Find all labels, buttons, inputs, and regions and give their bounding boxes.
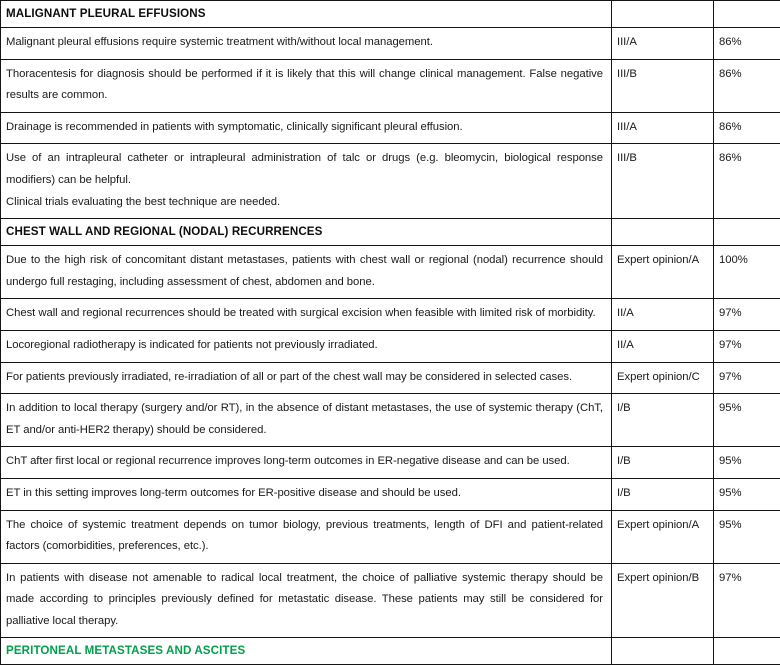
recommendation-statement: For patients previously irradiated, re-irradiation of all or part of the chest wall may be considered in selected cases. xyxy=(1,362,612,394)
section-header-loe-cell xyxy=(612,638,714,665)
recommendation-loe: III/A xyxy=(612,112,714,144)
section-header-consensus-cell xyxy=(714,219,780,246)
recommendation-loe: II/A xyxy=(612,330,714,362)
recommendation-consensus: 97% xyxy=(714,563,780,638)
table-row xyxy=(1,144,780,219)
recommendation-consensus: 86% xyxy=(714,144,780,219)
section-header-consensus-cell xyxy=(714,638,780,665)
table-row xyxy=(1,330,780,362)
table-row xyxy=(1,246,780,299)
recommendation-consensus: 97% xyxy=(714,299,780,331)
recommendation-statement: In addition to local therapy (surgery and/or RT), in the absence of distant metastases, the use of systemic therapy (ChT, ET and/or anti-HER2 therapy) should be considered. xyxy=(1,394,612,447)
table-row xyxy=(1,112,780,144)
section-heading-peritoneal-metastases-ascites: PERITONEAL METASTASES AND ASCITES xyxy=(1,638,612,665)
recommendation-statement: Thoracentesis for diagnosis should be performed if it is likely that this will change clinical management. False negative results are common. xyxy=(1,59,612,112)
recommendation-loe: Expert opinion/B xyxy=(612,563,714,638)
table-body xyxy=(1,1,780,665)
recommendation-statement: Malignant pleural effusions require systemic treatment with/without local management. xyxy=(1,28,612,60)
table-row xyxy=(1,394,780,447)
recommendation-loe: III/B xyxy=(612,144,714,219)
recommendation-loe: III/A xyxy=(612,28,714,60)
recommendation-statement: ET in this setting improves long-term outcomes for ER-positive disease and should be used. xyxy=(1,478,612,510)
recommendation-statement: Due to the high risk of concomitant distant metastases, patients with chest wall or regional (nodal) recurrence should undergo full restaging, including assessment of chest, abdomen and bone. xyxy=(1,246,612,299)
section-header-loe-cell xyxy=(612,1,714,28)
recommendation-statement xyxy=(1,144,612,219)
section-header-row xyxy=(1,1,780,28)
recommendation-consensus: 86% xyxy=(714,112,780,144)
table-row xyxy=(1,510,780,563)
recommendation-loe: III/B xyxy=(612,59,714,112)
recommendation-loe: I/B xyxy=(612,447,714,479)
recommendation-consensus: 95% xyxy=(714,478,780,510)
recommendation-loe: Expert opinion/A xyxy=(612,246,714,299)
table-row xyxy=(1,362,780,394)
recommendation-statement: Locoregional radiotherapy is indicated for patients not previously irradiated. xyxy=(1,330,612,362)
recommendation-consensus: 95% xyxy=(714,394,780,447)
section-header-row xyxy=(1,219,780,246)
table-row xyxy=(1,28,780,60)
recommendation-consensus: 95% xyxy=(714,447,780,479)
section-heading-chest-wall-regional-recurrences: CHEST WALL AND REGIONAL (NODAL) RECURRENCES xyxy=(1,219,612,246)
section-header-row xyxy=(1,638,780,665)
recommendation-statement: ChT after first local or regional recurrence improves long-term outcomes in ER-negative disease and can be used. xyxy=(1,447,612,479)
recommendation-consensus: 86% xyxy=(714,59,780,112)
table-row xyxy=(1,447,780,479)
recommendation-paragraph: Clinical trials evaluating the best technique are needed. xyxy=(6,192,603,214)
table-row xyxy=(1,299,780,331)
recommendation-consensus: 97% xyxy=(714,362,780,394)
recommendation-loe: I/B xyxy=(612,394,714,447)
recommendation-paragraph: Use of an intrapleural catheter or intrapleural administration of talc or drugs (e.g. bleomycin, biological response modifiers) can be helpful. xyxy=(6,148,603,191)
section-heading-malignant-pleural-effusions: MALIGNANT PLEURAL EFFUSIONS xyxy=(1,1,612,28)
recommendation-statement: The choice of systemic treatment depends on tumor biology, previous treatments, length of DFI and patient-related factors (comorbidities, preferences, etc.). xyxy=(1,510,612,563)
recommendation-statement: Chest wall and regional recurrences should be treated with surgical excision when feasible with limited risk of morbidity. xyxy=(1,299,612,331)
table-row xyxy=(1,59,780,112)
table-row xyxy=(1,478,780,510)
recommendation-consensus: 86% xyxy=(714,28,780,60)
recommendation-loe: I/B xyxy=(612,478,714,510)
recommendation-consensus: 100% xyxy=(714,246,780,299)
recommendation-statement: Drainage is recommended in patients with symptomatic, clinically significant pleural effusion. xyxy=(1,112,612,144)
recommendation-loe: Expert opinion/C xyxy=(612,362,714,394)
section-header-consensus-cell xyxy=(714,1,780,28)
recommendation-loe: II/A xyxy=(612,299,714,331)
recommendation-statement: In patients with disease not amenable to radical local treatment, the choice of palliative systemic therapy should be made according to principles previously defined for metastatic disease. These patients may still be considered for palliative local therapy. xyxy=(1,563,612,638)
recommendation-consensus: 97% xyxy=(714,330,780,362)
recommendation-loe: Expert opinion/A xyxy=(612,510,714,563)
table-row xyxy=(1,563,780,638)
section-header-loe-cell xyxy=(612,219,714,246)
recommendation-consensus: 95% xyxy=(714,510,780,563)
